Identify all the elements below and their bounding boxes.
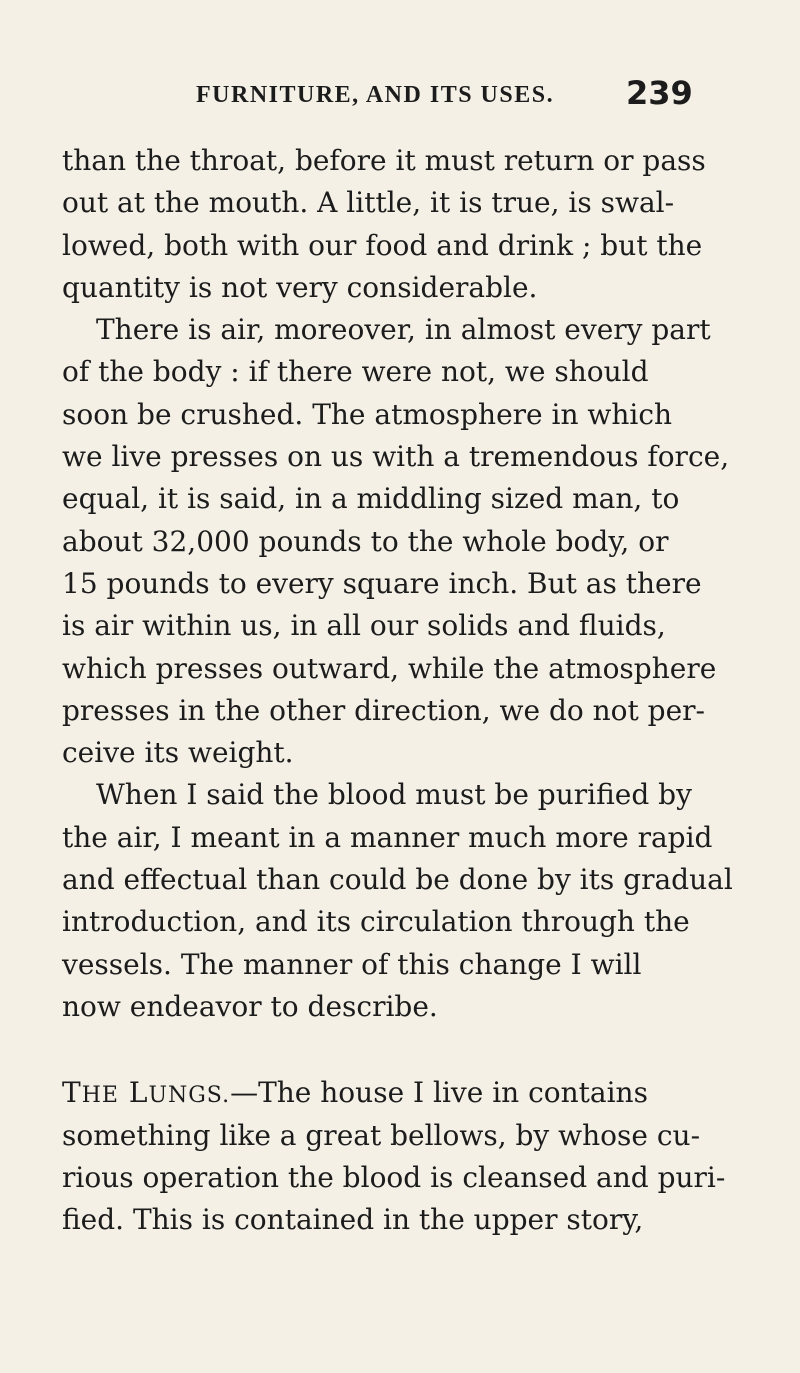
text-line: of the body : if there were not, we should <box>62 355 649 389</box>
text-line: and effectual than could be done by its gradual <box>62 863 733 897</box>
text-line: equal, it is said, in a middling sized man, to <box>62 482 680 516</box>
text-line: There is air, moreover, in almost every part <box>96 313 711 347</box>
text-line: vessels. The manner of this change I will <box>62 947 642 981</box>
section-heading <box>62 1076 230 1109</box>
running-title: FURNITURE, AND ITS USES. <box>196 82 555 108</box>
paragraph-1 <box>62 140 722 309</box>
text-line: than the throat, before it must return or pass <box>62 144 706 177</box>
text-line: now endeavor to describe. <box>62 989 438 1023</box>
heading-small-caps: HE <box>81 1083 119 1109</box>
section-first-line <box>62 1072 722 1114</box>
paragraph-2 <box>62 309 730 774</box>
text-line: quantity is not very considerable. <box>62 270 538 304</box>
text-line: fied. This is contained in the upper story, <box>62 1203 644 1237</box>
text-line: which presses outward, while the atmosphere <box>62 651 717 685</box>
text-line: the air, I meant in a manner much more rapid <box>62 820 713 854</box>
text-line: When I said the blood must be purified by <box>96 778 692 812</box>
text-line: ceive its weight. <box>62 736 294 770</box>
text-line: 15 pounds to every square inch. But as there <box>62 566 702 600</box>
paragraph-3 <box>62 774 733 1028</box>
page-number: 239 <box>626 74 693 112</box>
text-line: we live presses on us with a tremendous force, <box>62 440 730 474</box>
text-line: is air within us, in all our solids and fluids, <box>62 609 666 643</box>
text-line: introduction, and its circulation through the <box>62 905 690 939</box>
text-line: presses in the other direction, we do not per- <box>62 693 706 727</box>
heading-capital: T <box>62 1076 82 1110</box>
page-header <box>0 72 800 116</box>
heading-small-caps: UNGS. <box>148 1083 231 1109</box>
text-line: about 32,000 pounds to the whole body, or <box>62 524 669 558</box>
body-text <box>62 140 733 1241</box>
text-line: rious operation the blood is cleansed and puri- <box>62 1160 726 1194</box>
text-line: out at the mouth. A little, it is true, is swal- <box>62 186 675 220</box>
section-first-line-text: —The house I live in contains <box>230 1076 648 1110</box>
text-line: lowed, both with our food and drink ; but the <box>62 228 703 262</box>
text-line: something like a great bellows, by whose cu- <box>62 1118 701 1152</box>
section-gap <box>62 1028 722 1072</box>
text-line: soon be crushed. The atmosphere in which <box>62 397 673 431</box>
section-lungs <box>62 1072 726 1241</box>
heading-capital: L <box>128 1076 149 1110</box>
